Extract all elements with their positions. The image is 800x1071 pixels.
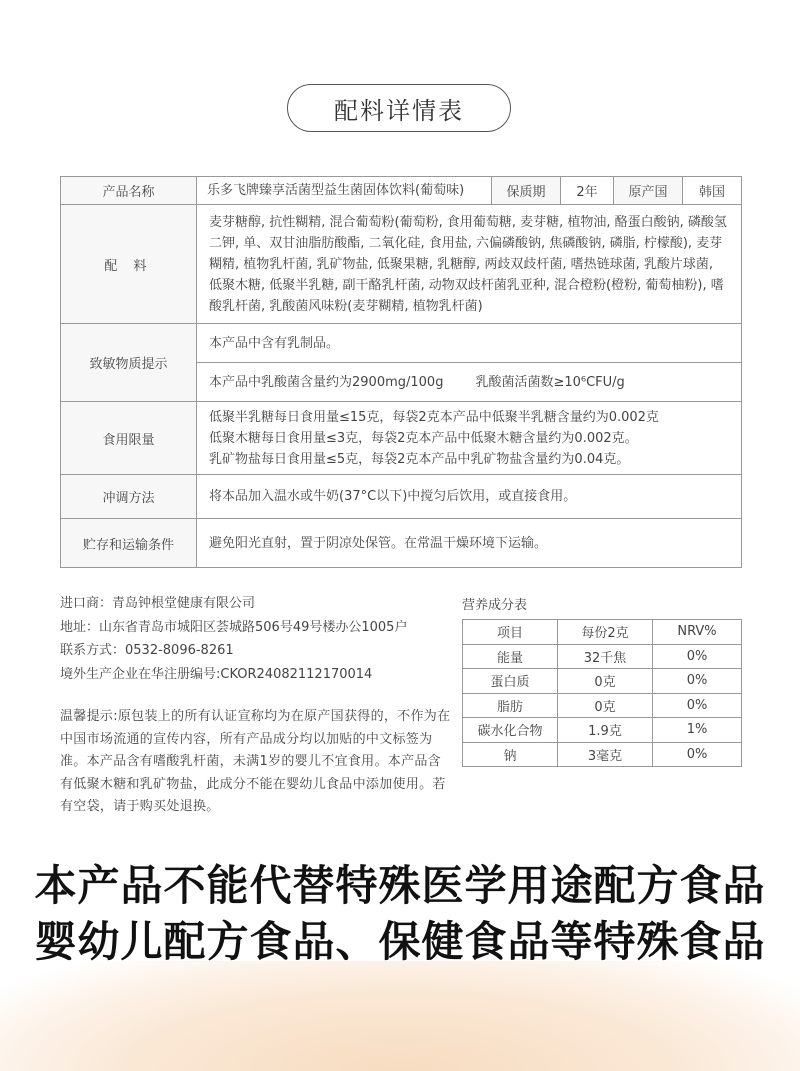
nutrition-table [462, 619, 742, 767]
nutrition-item: 能量 [463, 644, 558, 669]
page-title: 配料详情表 [287, 84, 511, 132]
product-name-label: 产品名称 [61, 177, 197, 205]
ingredients-row [61, 205, 742, 324]
nutrition-item: 钠 [463, 742, 558, 767]
nutrition-row [463, 693, 742, 718]
nutrition-nrv: 0% [653, 693, 742, 718]
nutrition-row [463, 742, 742, 767]
nutrition-amount: 0克 [558, 669, 653, 694]
brewing-label: 冲调方法 [61, 475, 197, 519]
nutrition-amount: 1.9克 [558, 718, 653, 743]
brewing-value: 将本品加入温水或牛奶(37°C以下)中搅匀后饮用，或直接食用。 [197, 475, 742, 519]
storage-label: 贮存和运输条件 [61, 519, 197, 568]
nutrition-amount: 32千焦 [558, 644, 653, 669]
warning-line-1: 本产品不能代替特殊医学用途配方食品 [34, 861, 766, 910]
storage-value: 避免阳光直射，置于阴凉处保管。在常温干燥环境下运输。 [197, 519, 742, 568]
nutrition-amount: 3毫克 [558, 742, 653, 767]
importer-info [60, 592, 440, 686]
nutrition-item: 碳水化合物 [463, 718, 558, 743]
limit-line: 低聚半乳糖每日食用量≤15克，每袋2克本产品中低聚半乳糖含量约为0.002克 [209, 409, 659, 425]
warning-line-2: 婴幼儿配方食品、保健食品等特殊食品 [34, 917, 766, 966]
nutrition-row [463, 644, 742, 669]
limit-line: 乳矿物盐每日食用量≤5克，每袋2克本产品中乳矿物盐含量约为0.04克。 [209, 451, 630, 467]
nutrition-nrv: 0% [653, 644, 742, 669]
nutrition-nrv: 0% [653, 742, 742, 767]
origin-label: 原产国 [614, 177, 683, 205]
nutrition-header: 项目 [463, 620, 558, 645]
limit-line: 低聚木糖每日食用量≤3克，每袋2克本产品中低聚木糖含量约为0.002克。 [209, 430, 638, 446]
nutrition-header-row [463, 620, 742, 645]
nutrition-row [463, 669, 742, 694]
brewing-row [61, 475, 742, 519]
bottom-background-glow [0, 961, 800, 1071]
allergen-label: 致敏物质提示 [61, 324, 197, 402]
live-bacteria-count: 乳酸菌活菌数≥10⁶CFU/g [475, 374, 625, 390]
nutrition-row [463, 718, 742, 743]
product-name-row [61, 177, 742, 205]
nutrition-item: 脂肪 [463, 693, 558, 718]
importer-name: 进口商：青岛钟根堂健康有限公司 [60, 596, 256, 611]
allergen-line-1: 本产品中含有乳制品。 [197, 324, 742, 363]
nutrition-header: 每份2克 [558, 620, 653, 645]
allergen-row-1 [61, 324, 742, 363]
storage-row [61, 519, 742, 568]
product-name-value: 乐多飞牌臻享活菌型益生菌固体饮料(葡萄味) [197, 177, 492, 205]
nutrition-item: 蛋白质 [463, 669, 558, 694]
shelf-life-label: 保质期 [492, 177, 561, 205]
overseas-registration-number: 境外生产企业在华注册编号:CKOR24082112170014 [60, 666, 373, 682]
limits-label: 食用限量 [61, 402, 197, 475]
importer-address: 地址：山东省青岛市城阳区荟城路506号49号楼办公1005户 [60, 619, 408, 635]
importer-contact: 联系方式：0532-8096-8261 [60, 643, 234, 658]
special-food-warning [0, 858, 800, 970]
nutrition-nrv: 1% [653, 718, 742, 743]
nutrition-title: 营养成分表 [462, 598, 528, 613]
ingredient-detail-table [60, 176, 742, 568]
shelf-life-value: 2年 [561, 177, 614, 205]
nutrition-nrv: 0% [653, 669, 742, 694]
ingredients-value: 麦芽糖醇, 抗性糊精, 混合葡萄粉(葡萄粉, 食用葡萄糖, 麦芽糖, 植物油, 酪蛋白酸钠, 磷酸氢二钾, 单、双甘油脂肪酸酯, 二氧化硅, 食用盐, 六偏磷酸钠, 焦磷酸钠, 磷脂, 柠檬酸), 麦芽糊精, 植物乳杆菌, 乳矿物盐, 低聚果糖, 乳糖醇, 两歧双歧杆菌, 嗜热链球菌, 乳酸片球菌, 低聚木糖, 低聚半乳糖, 副干酪乳杆菌, 动物双歧杆菌乳亚种, 混合橙粉(橙粉, 葡萄柚粉), 嗜酸乳杆菌, 乳酸菌风味粉(麦芽糊精, 植物乳杆菌) [197, 205, 742, 324]
allergen-line-2 [197, 363, 742, 402]
nutrition-header: NRV% [653, 620, 742, 645]
limits-value [197, 402, 742, 475]
warm-tip: 温馨提示:原包装上的所有认证宣称均为在原产国获得的，不作为在中国市场流通的宣传内容，所有产品成分均以加贴的中文标签为准。本产品含有嗜酸乳杆菌，未满1岁的婴儿不宜食用。本产品含有低聚木糖和乳矿物盐，此成分不能在婴幼儿食品中添加使用。若有空袋，请于购买处退换。 [60, 709, 451, 814]
origin-value: 韩国 [683, 177, 742, 205]
limits-row [61, 402, 742, 475]
nutrition-amount: 0克 [558, 693, 653, 718]
ingredients-label: 配 料 [61, 205, 197, 324]
lactic-acid-content: 本产品中乳酸菌含量约为2900mg/100g [209, 374, 444, 390]
